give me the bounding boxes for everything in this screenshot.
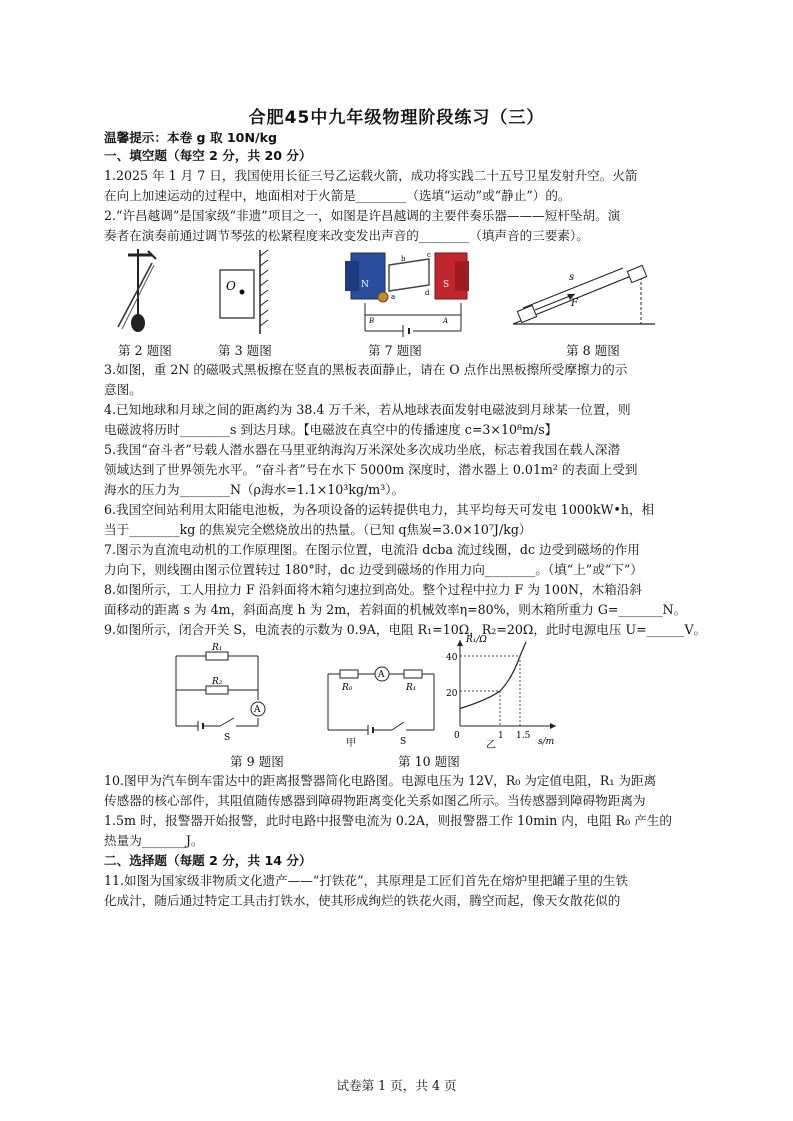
q1-line-2: 在向上加速运动的过程中，地面相对于火箭是________（选填“运动”或“静止”）的。 [104, 188, 571, 203]
fig2-erhu [108, 245, 168, 335]
tip-line: 温馨提示：本卷 g 取 10N/kg [104, 130, 277, 145]
caption-fig2: 第 2 题图 [118, 343, 172, 358]
page-title: 合肥45中九年级物理阶段练习（三） [248, 108, 545, 128]
fig10a-label-jia: 甲 [346, 738, 356, 749]
fig7-label-a: a [391, 293, 396, 301]
fig7-label-A: A [443, 317, 449, 325]
fig7-label-d: d [425, 289, 430, 297]
fig7-label-n: N [361, 280, 369, 290]
fig10a-ammeter: A [378, 670, 385, 680]
fig7-label-s: S [443, 280, 450, 290]
fig7-label-B: B [369, 317, 375, 325]
fig10b-xlabel: s/m [538, 737, 555, 747]
fig10b-xtick-0: 0 [454, 731, 460, 741]
q5-line-1: 5.我国“奋斗者”号载人潜水器在马里亚纳海沟万米深处多次成功坐底，标志着我国在载人深潜 [104, 442, 621, 457]
q8-line-1: 8.如图所示，工人用拉力 F 沿斜面将木箱匀速拉到高处。整个过程中拉力 F 为 100N，木箱沿斜 [104, 582, 642, 597]
fig3-label-o: O [226, 279, 236, 293]
fig10a-label-r0: R₀ [342, 683, 353, 693]
q5-line-3: 海水的压力为________N（ρ海水=1.1×10³kg/m³）。 [104, 482, 405, 497]
fig7-label-c: c [427, 251, 431, 259]
q5-line-2: 领域达到了世界领先水平。“奋斗者”号在水下 5000m 深度时，潜水器上 0.01m² 的表面上受到 [104, 462, 638, 477]
fig9-label-r2: R₂ [212, 677, 223, 687]
q10-line-2: 传感器的核心部件，其阻值随传感器到障碍物距离变化关系如图乙所示。当传感器到障碍物距离为 [104, 793, 646, 808]
fig8-label-f: F [571, 298, 578, 309]
fig9-label-r1: R₁ [212, 643, 223, 653]
fig10a-switch: S [400, 737, 407, 747]
caption-fig7: 第 7 题图 [368, 343, 422, 358]
q10-line-1: 10.图甲为汽车倒车雷达中的距离报警器简化电路图。电源电压为 12V，R₀ 为定值电阻，R₁ 为距离 [104, 773, 657, 788]
q3-line-2: 意图。 [104, 382, 142, 397]
fig10b-ylabel: R₁/Ω [466, 635, 487, 645]
q11-line-1: 11.如图为国家级非物质文化遗产——“打铁花”，其原理是工匠们首先在熔炉里把罐子里的生铁 [104, 873, 629, 888]
q7-line-2: 力向下，则线圈由图示位置转过 180°时，dc 边受到磁场的作用力向________。（填“上”或“下”） [104, 562, 643, 577]
fig10b-graph [446, 632, 564, 750]
fig10b-ytick-40: 40 [446, 653, 458, 663]
q10-line-4: 热量为_______J。 [104, 833, 204, 848]
fig8-label-s: s [569, 272, 575, 283]
q2-line-2: 奏者在演奏前通过调节琴弦的松紧程度来改变发出声音的________（填声音的三要素）。 [104, 228, 589, 243]
fig9-ammeter: A [254, 705, 261, 715]
caption-fig8: 第 8 题图 [566, 343, 620, 358]
section-heading-fill: 一、填空题（每空 2 分，共 20 分） [104, 148, 312, 163]
fig10b-ytick-20: 20 [446, 689, 458, 699]
fig10b-xtick-15: 1.5 [516, 731, 531, 741]
q4-line-2: 电磁波将历时________s 到达月球。【电磁波在真空中的传播速度 c=3×10⁸m/s】 [104, 422, 558, 437]
fig8-incline [505, 262, 665, 332]
page-footer: 试卷第 1 页，共 4 页 [336, 1078, 457, 1093]
section-heading-choice: 二、选择题（每题 2 分，共 14 分） [104, 853, 312, 868]
fig7-label-b: b [401, 255, 406, 263]
q1-line-1: 1.2025 年 1 月 7 日，我国使用长征三号乙运载火箭，成功将实践二十五号卫星发射升空。火箭 [104, 168, 638, 183]
fig10a-label-r1: R₁ [406, 683, 417, 693]
q6-line-2: 当于________kg 的焦炭完全燃烧放出的热量。（已知 q焦炭=3.0×10⁷J/kg） [104, 522, 532, 537]
fig10a-circuit [320, 660, 445, 750]
fig9-circuit [168, 642, 268, 742]
caption-fig10: 第 10 题图 [398, 754, 460, 769]
fig10b-xtick-1: 1 [498, 731, 504, 741]
fig10b-label-yi: 乙 [486, 740, 496, 750]
q2-line-1: 2.“许昌越调”是国家级“非遗”项目之一，如图是许昌越调的主要伴奏乐器———短杆坠胡。演 [104, 208, 621, 223]
q3-line-1: 3.如图，重 2N 的磁吸式黑板擦在竖直的黑板表面静止，请在 O 点作出黑板擦所受摩擦力的示 [104, 362, 628, 377]
q10-line-3: 1.5m 时，报警器开始报警，此时电路中报警电流为 0.2A，则报警器工作 10min 内，电阻 R₀ 产生的 [104, 813, 672, 828]
fig10b-curve [460, 642, 526, 709]
q11-line-2: 化成汁，随后通过特定工具击打铁水，使其形成绚烂的铁花火雨，腾空而起，像天女散花似的 [104, 893, 621, 908]
q4-line-1: 4.已知地球和月球之间的距离约为 38.4 万千米，若从地球表面发射电磁波到月球某一位置，则 [104, 402, 631, 417]
caption-fig9: 第 9 题图 [230, 754, 284, 769]
fig9-switch: S [224, 733, 231, 742]
q9-line-1: 9.如图所示，闭合开关 S，电流表的示数为 0.9A，电阻 R₁=10Ω，R₂=20Ω，此时电源电压 U=______V。 [104, 622, 707, 637]
fig3-eraser [212, 248, 274, 336]
q6-line-1: 6.我国空间站利用太阳能电池板，为各项设备的运转提供电力，其平均每天可发电 1000kW•h，相 [104, 502, 655, 517]
q8-line-2: 面移动的距离 s 为 4m，斜面高度 h 为 2m，若斜面的机械效率η=80%，则木箱所重力 G=_______N。 [104, 602, 687, 617]
q7-line-1: 7.图示为直流电动机的工作原理图。在图示位置，电流沿 dcba 流过线圈，dc 边受到磁场的作用 [104, 542, 640, 557]
caption-fig3: 第 3 题图 [218, 343, 272, 358]
fig7-motor [343, 243, 473, 339]
